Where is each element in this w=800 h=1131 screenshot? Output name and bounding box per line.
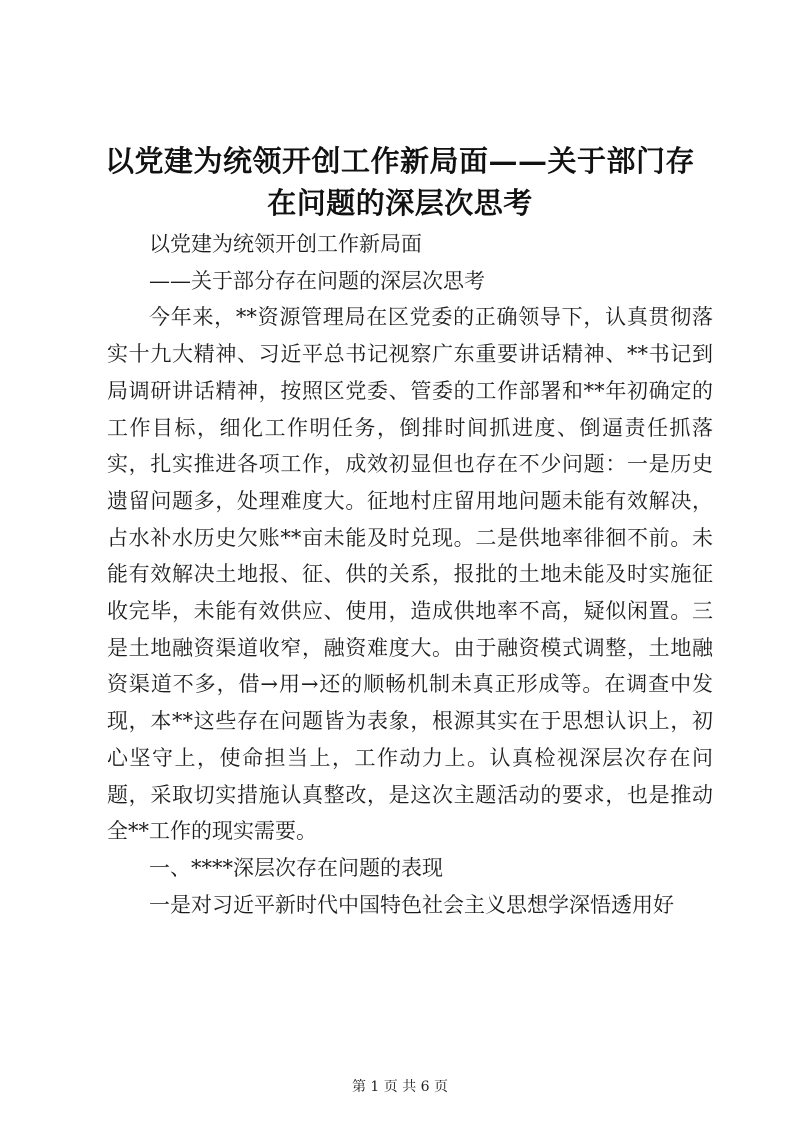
page-number: 第 1 页 共 6 页: [351, 1079, 449, 1095]
document-body: [107, 226, 713, 923]
section-heading: 一、****深层次存在问题的表现: [149, 855, 443, 880]
body-paragraph-2: 一是对习近平新时代中国特色社会主义思想学深悟透用好: [149, 892, 674, 917]
subtitle-line: 以党建为统领开创工作新局面: [149, 232, 422, 256]
document-title: 以党建为统领开创工作新局面——关于部门存在问题的深层次思考: [104, 144, 695, 220]
subtitle-line-2: ——关于部分存在问题的深层次思考: [149, 268, 485, 293]
body-paragraph: 今年来，**资源管理局在区党委的正确领导下，认真贯彻落实十九大精神、习近平总书记视察广东重要讲话精神、**书记到局调研讲话精神，按照区党委、管委的工作部署和**年初确定的工作目标，细化工作明任务，倒排时间抓进度、倒逼责任抓落实，扎实推进各项工作，成效初显但也存在不少问题：一是历史遗留问题多，处理难度大。征地村庄留用地问题未能有效解决，占水补水历史欠账**亩未能及时兑现。二是供地率徘徊不前。未能有效解决土地报、征、供的关系，报批的土地未能及时实施征收完毕，未能有效供应、使用，造成供地率不高，疑似闲置。三是土地融资渠道收窄，融资难度大。由于融资模式调整，土地融资渠道不多，借→用→还的顺畅机制未真正形成等。在调查中发现，本**这些存在问题皆为表象，根源其实在于思想认识上，初心坚守上，使命担当上，工作动力上。认真检视深层次存在问题，采取切实措施认真整改，是这次主题活动的要求，也是推动全**工作的现实需要。: [107, 305, 713, 844]
